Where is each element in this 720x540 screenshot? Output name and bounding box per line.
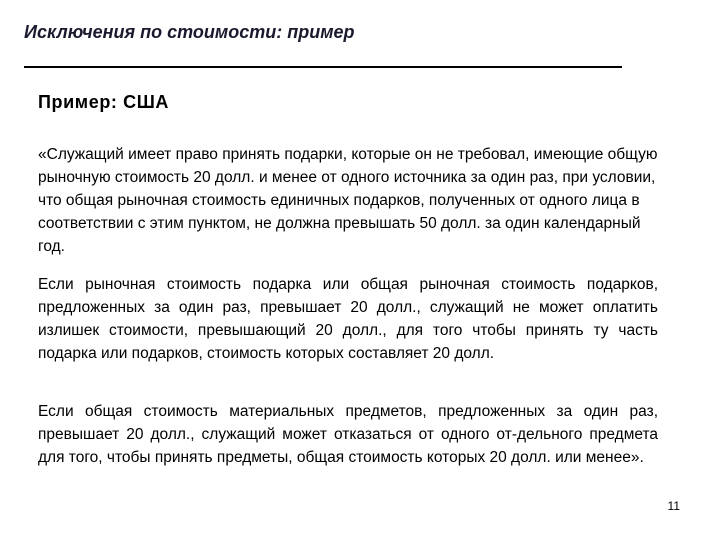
page-number: 11 [667, 499, 680, 513]
section-subtitle: Пример: США [38, 92, 170, 112]
title-divider [24, 66, 622, 68]
quote-paragraph-1: «Служащий имеет право принять подарки, которые он не требовал, имеющие общую рыночную стоимость 20 долл. и менее от одного источника за один раз, при условии, что общая рыночная стоимость единичных подарков, полученных от одного лица в соответствии с этим пунктом, не должна превышать 50 долл. за один календарный год. [38, 146, 658, 255]
quote-paragraph-3: Если общая стоимость материальных предметов, предложенных за один раз, превышает 20 долл., служащий может отказаться от одного от-дельного предмета для того, чтобы принять предметы, общая стоимость которых 20 долл. или менее». [38, 403, 658, 466]
slide-title: Исключения по стоимости: пример [24, 22, 355, 42]
quote-paragraph-2: Если рыночная стоимость подарка или общая рыночная стоимость подарков, предложенных за один раз, превышает 20 долл., служащий не может оплатить излишек стоимости, превышающий 20 долл., для того чтобы принять ту часть подарка или подарков, стоимость которых составляет 20 долл. [38, 276, 658, 362]
